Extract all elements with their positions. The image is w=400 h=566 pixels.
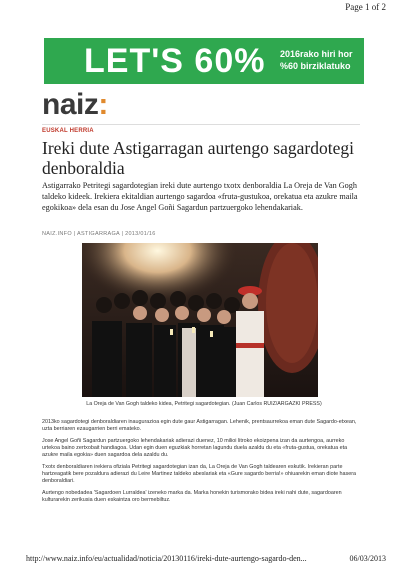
body-paragraph: Txotx denboraldiaren irekiera ofiziala Petritegi sagardotegian izan da, La Oreja de Van Gogh taldearen eskutik. Irekieran parte hartzeagatik bere pozaldura adierazi du Leire Martinez taldeko abeslariak eta «Gure sagardo berria!» ohiuarekin eman diote hasera denboraldiari.	[42, 464, 357, 484]
ad-banner[interactable]	[44, 38, 364, 84]
site-logo[interactable]	[42, 88, 108, 122]
header-divider	[42, 124, 360, 125]
article-photo	[82, 243, 318, 397]
article-meta: NAIZ.INFO | ASTIGARRAGA | 2013/01/16	[42, 231, 156, 237]
banner-subtext-line1: 2016rako hiri hor	[280, 49, 353, 59]
footer-date: 06/03/2013	[349, 554, 386, 563]
banner-subtext-line2: %60 birziklatuko	[280, 61, 351, 71]
section-label[interactable]: EUSKAL HERRIA	[42, 128, 94, 134]
body-paragraph: 2013ko sagardotegi denboraldiaren inaugurazioa egin dute gaur Astigarragan. Lehenik, prentsaurrekoa eman dute Sagardo-etxean, uzta berriaren ezaugarrien berri emateko.	[42, 419, 357, 432]
article-body	[42, 419, 360, 509]
article-lead: Astigarrako Petritegi sagardotegian ireki dute aurtengo txotx denboraldia La Oreja de Van Gogh taldeko kideek. Irekiera ekitaldian aurtengo sagardoa «fruta-gustukoa, orekatua eta azukre maila egokikoa» dela esan du Jose Angel Goñi Sagardun partzuergoko lehendakariak.	[42, 181, 358, 212]
logo-text: naiz	[42, 88, 99, 121]
article-title: Ireki dute Astigarragan aurtengo sagardotegi denboraldia	[42, 138, 354, 178]
body-paragraph: Jose Angel Goñi Sagardun partzuergoko lehendakariak adierazi duenez, 10 milioi litroko ekoizpena izan da aurtengoa, aurreko urtekoa baino zertxobait handiagoa. Udan egin duen eguzkiak horretan lagundu duela azaldu du eta «fruta-gustua, orekatua eta azukre maila egokia» duen sagardoa dela azaldu du.	[42, 438, 348, 458]
page-number: Page 1 of 2	[345, 2, 386, 12]
body-paragraph: Aurtengo nobedadea 'Sagardoen Lurraldea' izeneko marka da. Marka honekin turismorako bidea ireki nahi dute, sagardoaren kulturarekin zerikusia duen eskaintza oro bermebiltuz.	[42, 490, 342, 503]
logo-colon: :	[98, 88, 108, 121]
banner-headline: LET'S 60%	[84, 42, 266, 80]
footer-url: http://www.naiz.info/eu/actualidad/noticia/20130116/ireki-dute-aurtengo-sagardo-den...	[26, 554, 307, 563]
photo-caption: La Oreja de Van Gogh taldeko kidea, Petritegi sagardotegian. (Juan Carlos RUIZ/ARGAZKI PRESS)	[86, 401, 322, 407]
banner-subtext	[280, 48, 353, 72]
